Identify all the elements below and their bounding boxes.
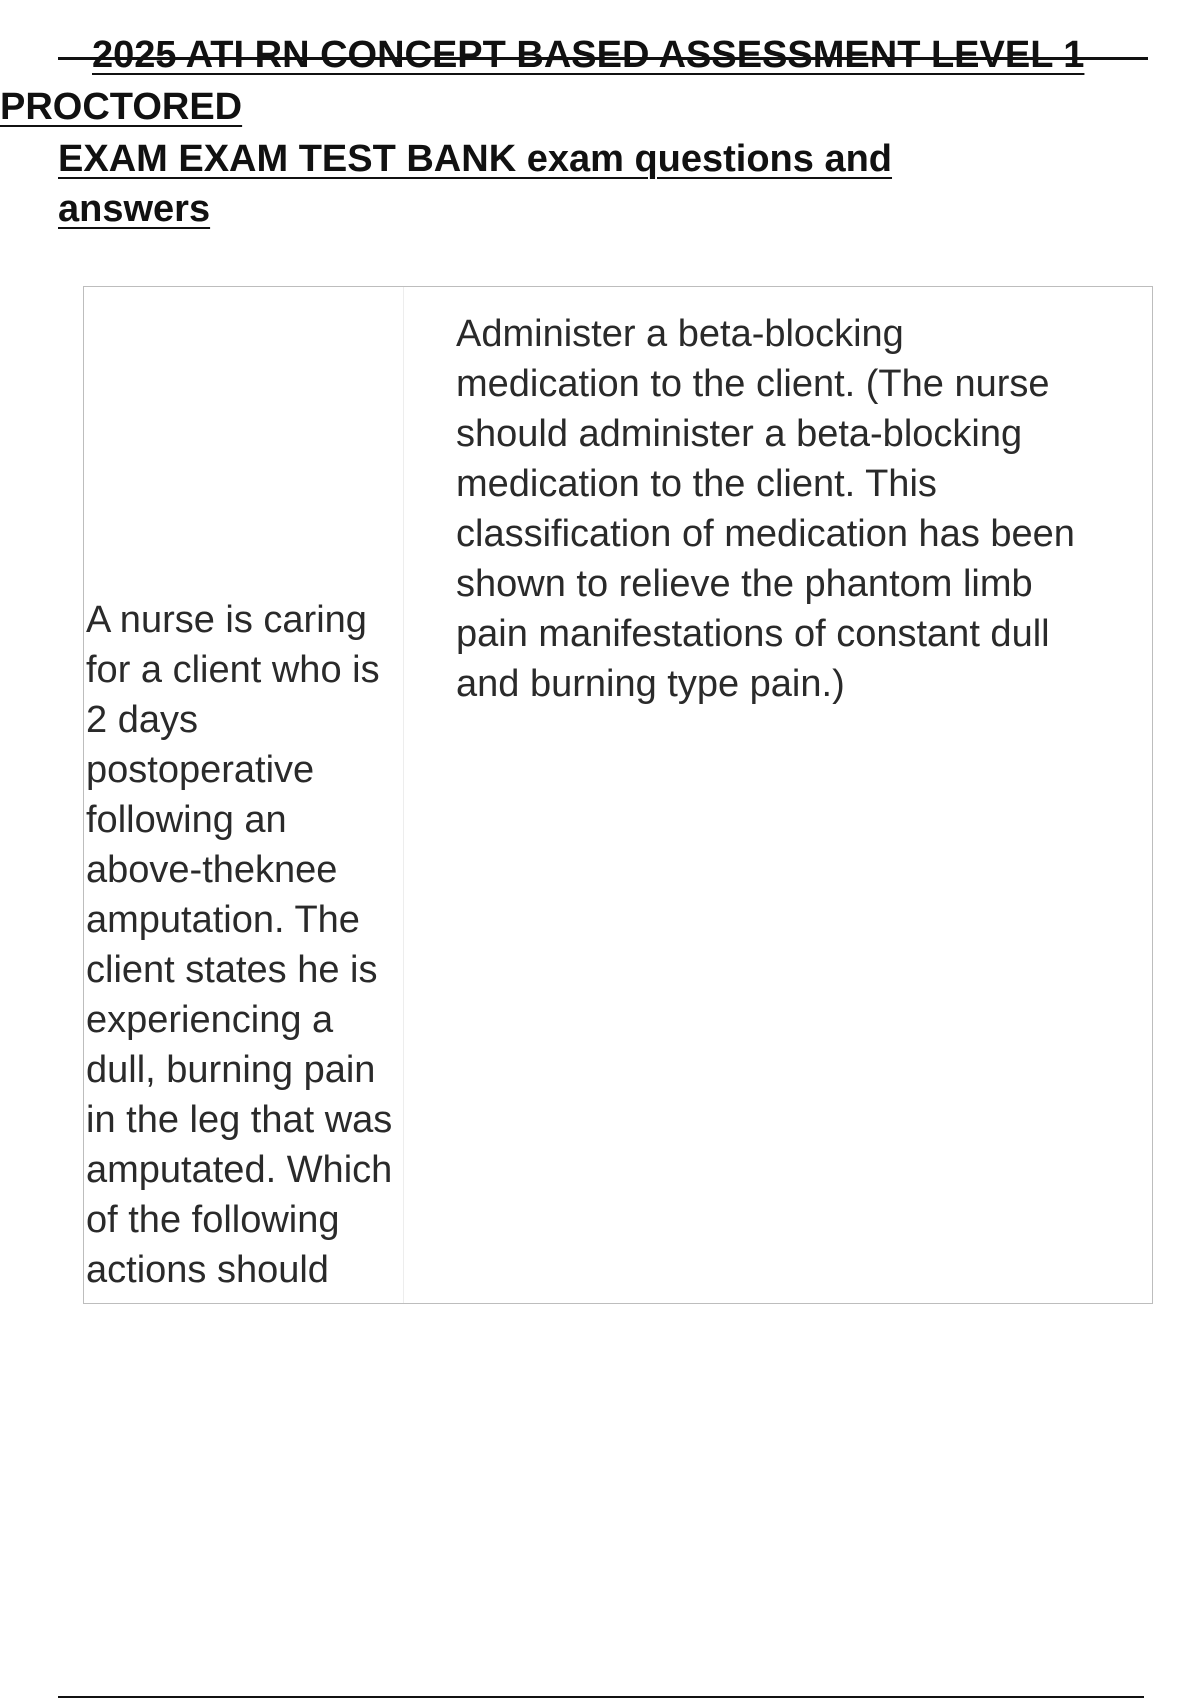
qa-table xyxy=(83,286,1153,1304)
title-line-1-text: 2025 ATI RN CONCEPT BASED ASSESSMENT LEVEL 1 xyxy=(92,34,1085,76)
footer-divider xyxy=(58,1696,1144,1698)
title-line-3: EXAM EXAM TEST BANK exam questions and answers xyxy=(58,138,893,230)
question-text: A nurse is caring for a client who is 2 days postoperative following an above-theknee amputation. The client states he is experiencing a dull, burning pain in the leg that was amputated. Which of the following actions should xyxy=(86,599,393,1291)
question-cell xyxy=(84,287,404,1303)
answer-cell xyxy=(404,287,1152,1303)
answer-text: Administer a beta-blocking medication to the client. (The nurse should administer a beta-blocking medication to the client. This classification of medication has been shown to relieve the phantom limb pain manifestations of constant dull and burning type pain.) xyxy=(456,313,1075,705)
title-line-2: PROCTORED xyxy=(0,86,243,128)
